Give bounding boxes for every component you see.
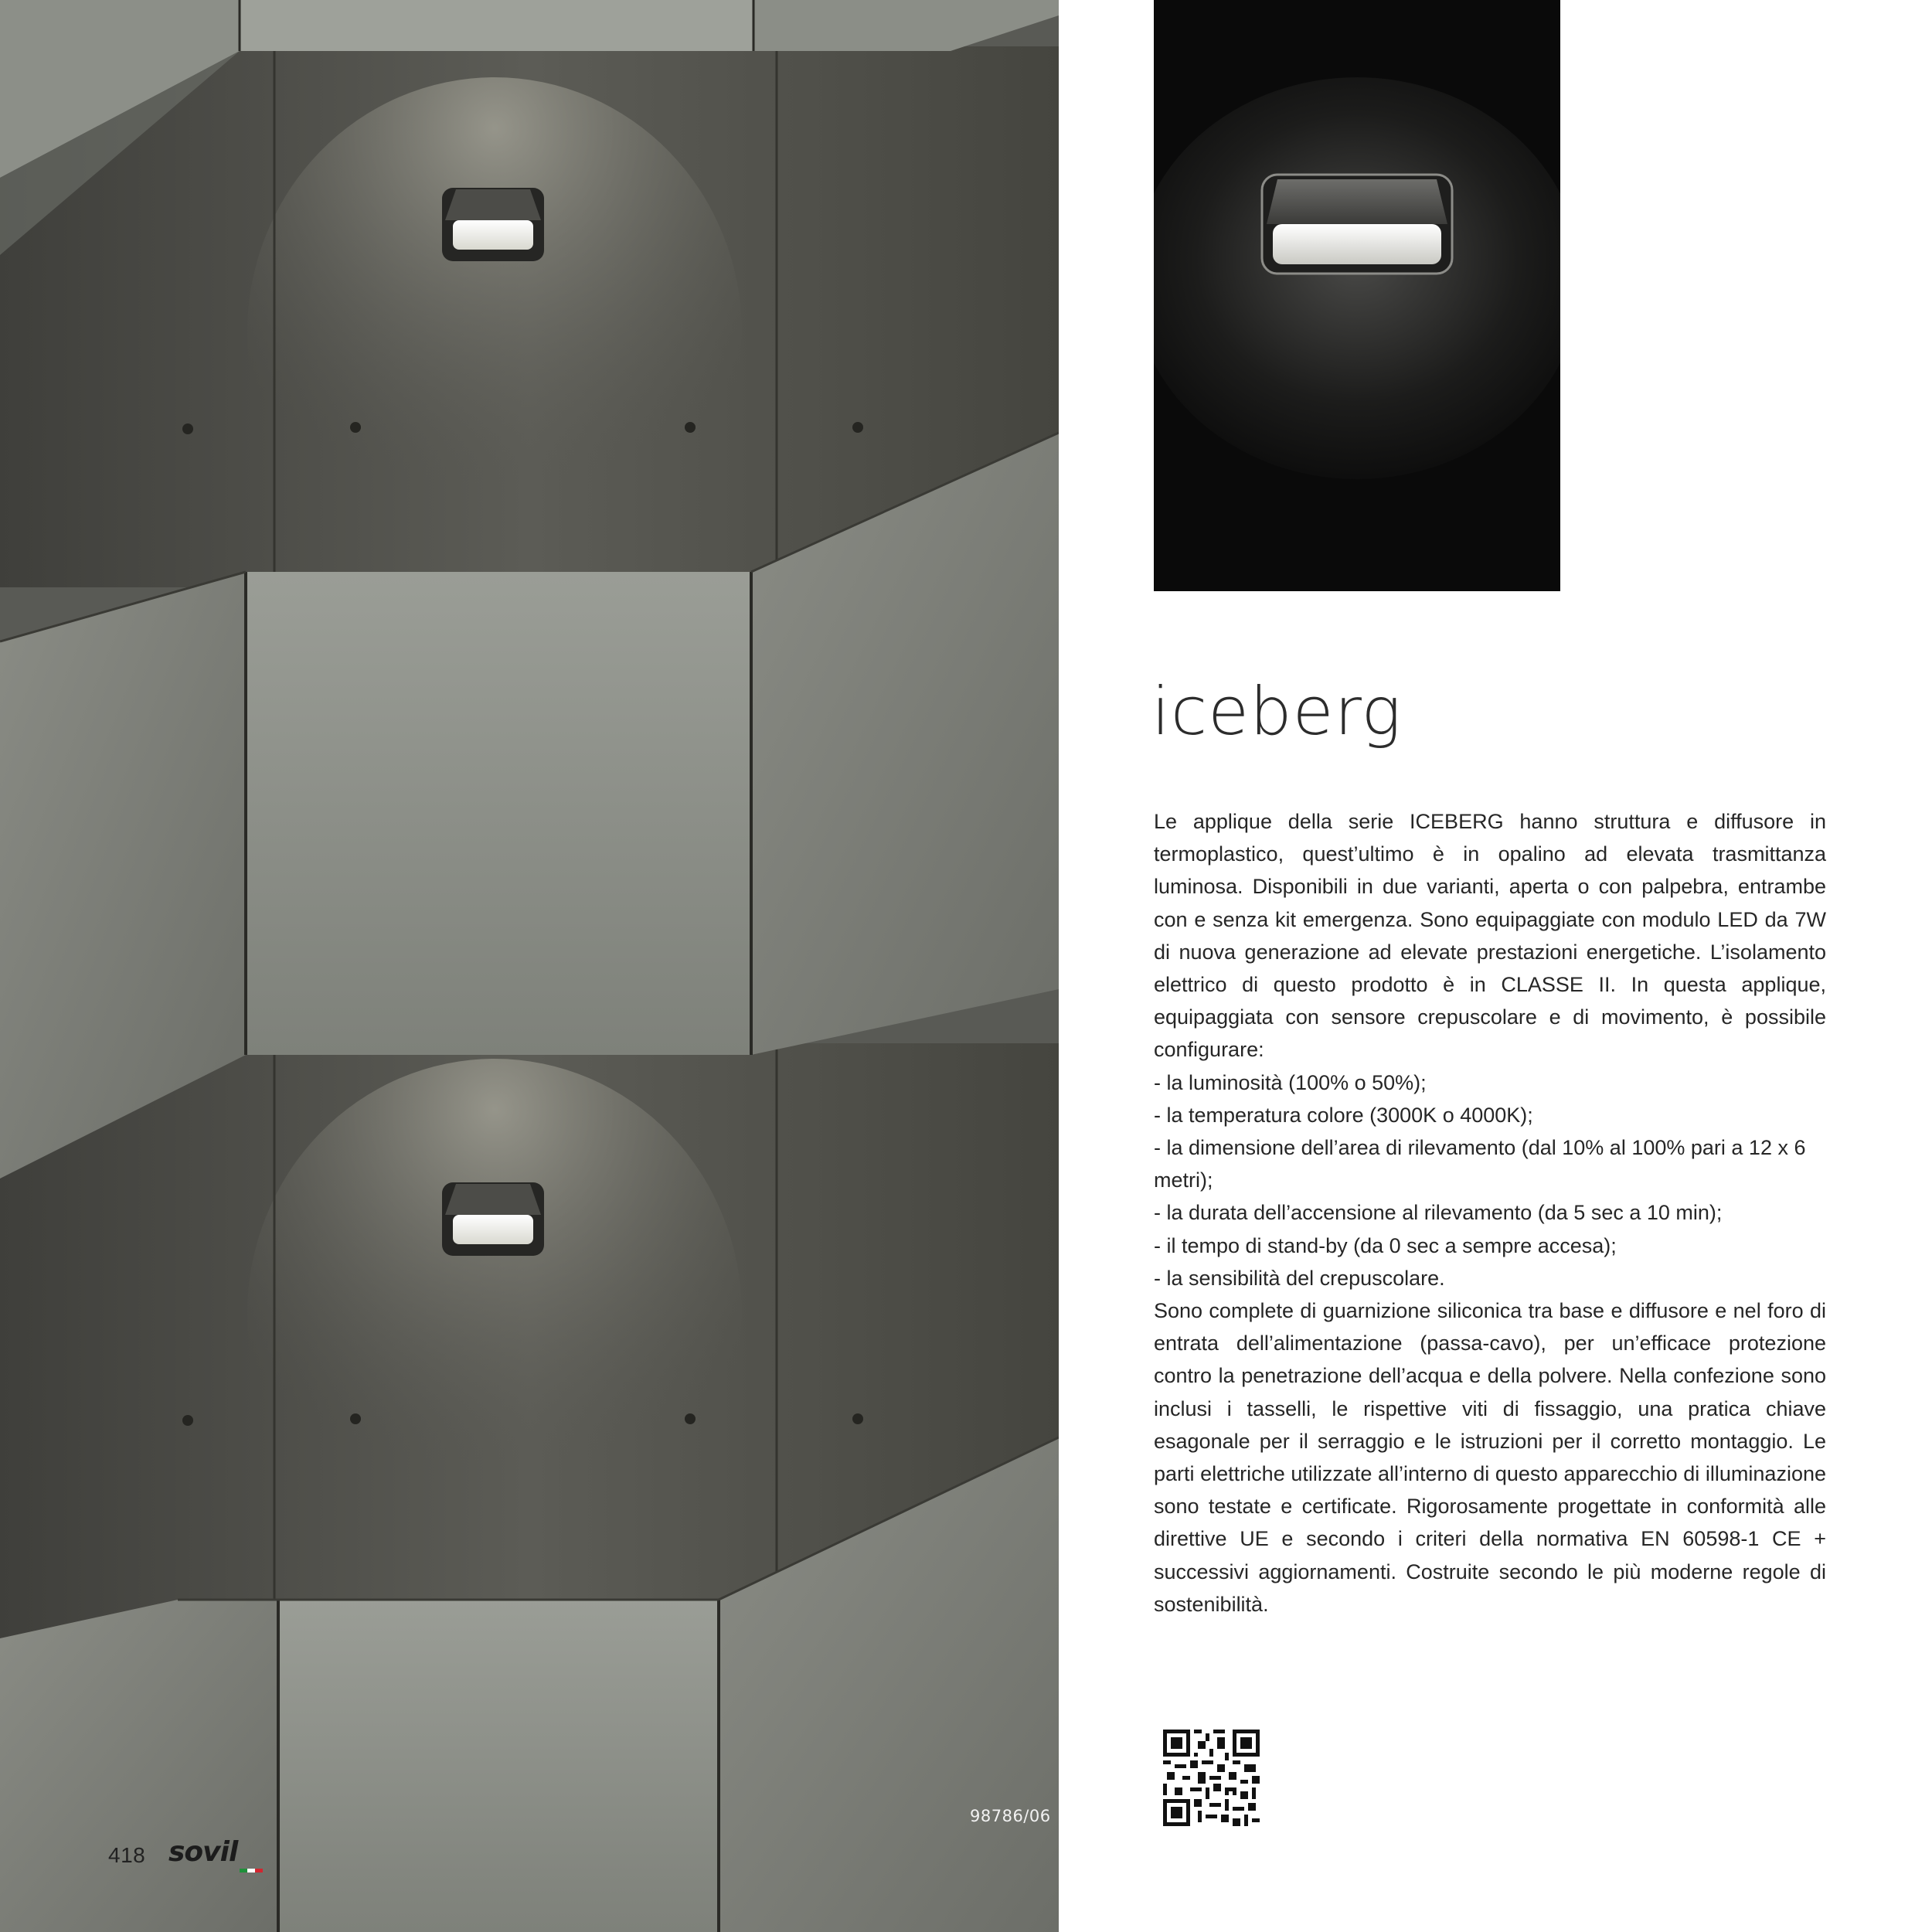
- wall-lamp-upper: [442, 188, 544, 261]
- config-item: - la sensibilità del crepuscolare.: [1154, 1266, 1445, 1290]
- brand-logo: sovil: [168, 1836, 238, 1868]
- flag-green: [240, 1869, 247, 1872]
- italian-flag-icon: [240, 1869, 263, 1872]
- product-description: [1154, 805, 1826, 1621]
- bottom-band-center: [278, 1600, 719, 1932]
- page-number: 418: [108, 1843, 146, 1867]
- config-item: - la durata dell’accensione al rilevamento (da 5 sec a 10 min);: [1154, 1201, 1723, 1225]
- lamp-glow-lower: [247, 1059, 742, 1569]
- description-intro: Le applique della serie ICEBERG hanno struttura e diffusore in termoplastico, quest’ultimo è in opalino ad elevata trasmittanza luminosa. Disponibili in due varianti, aperta o con palpebra, entrambe con e senza kit emergenza. Sono equipaggiate con modulo LED da 7W di nuova generazione ad elevate prestazioni energetiche. L’isolamento elettrico di questo prodotto è in CLASSE II. In questa applique, equipaggiata con sensore crepuscolare e di movimento, è possibile configurare:: [1154, 810, 1826, 1062]
- flag-red: [255, 1869, 263, 1872]
- iceberg-lamp: [1262, 175, 1452, 274]
- description-closing: Sono complete di guarnizione siliconica tra base e diffusore e nel foro di entrata dell’alimentazione (passa-cavo), per un’efficace protezione contro la penetrazione dell’acqua e della polvere. Nella confezione sono inclusi i tasselli, le rispettive viti di fissaggio, una pratica chiave esagonale per il serraggio e le istruzioni per il corretto montaggio. Le parti elettriche utilizzate all’interno di questo apparecchio di illuminazione sono testate e certificate. Rigorosamente progettate in conformità alle direttive UE e secondo i criteri della normativa EN 60598-1 CE + successivi aggiornamenti. Costruite secondo le più moderne regole di sostenibilità.: [1154, 1299, 1826, 1616]
- config-item: - la dimensione dell’area di rilevamento (dal 10% al 100% pari a 12 x 6 metri);: [1154, 1136, 1806, 1192]
- lamp-glow-upper: [247, 77, 742, 587]
- config-item: - il tempo di stand-by (da 0 sec a sempre accesa);: [1154, 1233, 1617, 1257]
- config-list: [1154, 1066, 1826, 1294]
- article-code: 98786/06: [970, 1807, 1051, 1825]
- product-title: iceberg: [1151, 673, 1403, 750]
- qr-code-icon[interactable]: [1163, 1730, 1260, 1826]
- bottom-band-left: [0, 1600, 278, 1932]
- wall-lamp-lower: [442, 1182, 544, 1256]
- middle-band-center: [246, 572, 751, 1055]
- flag-white: [247, 1869, 255, 1872]
- config-item: - la luminosità (100% o 50%);: [1154, 1070, 1427, 1094]
- product-photo: [1154, 0, 1560, 591]
- config-item: - la temperatura colore (3000K o 4000K);: [1154, 1103, 1533, 1127]
